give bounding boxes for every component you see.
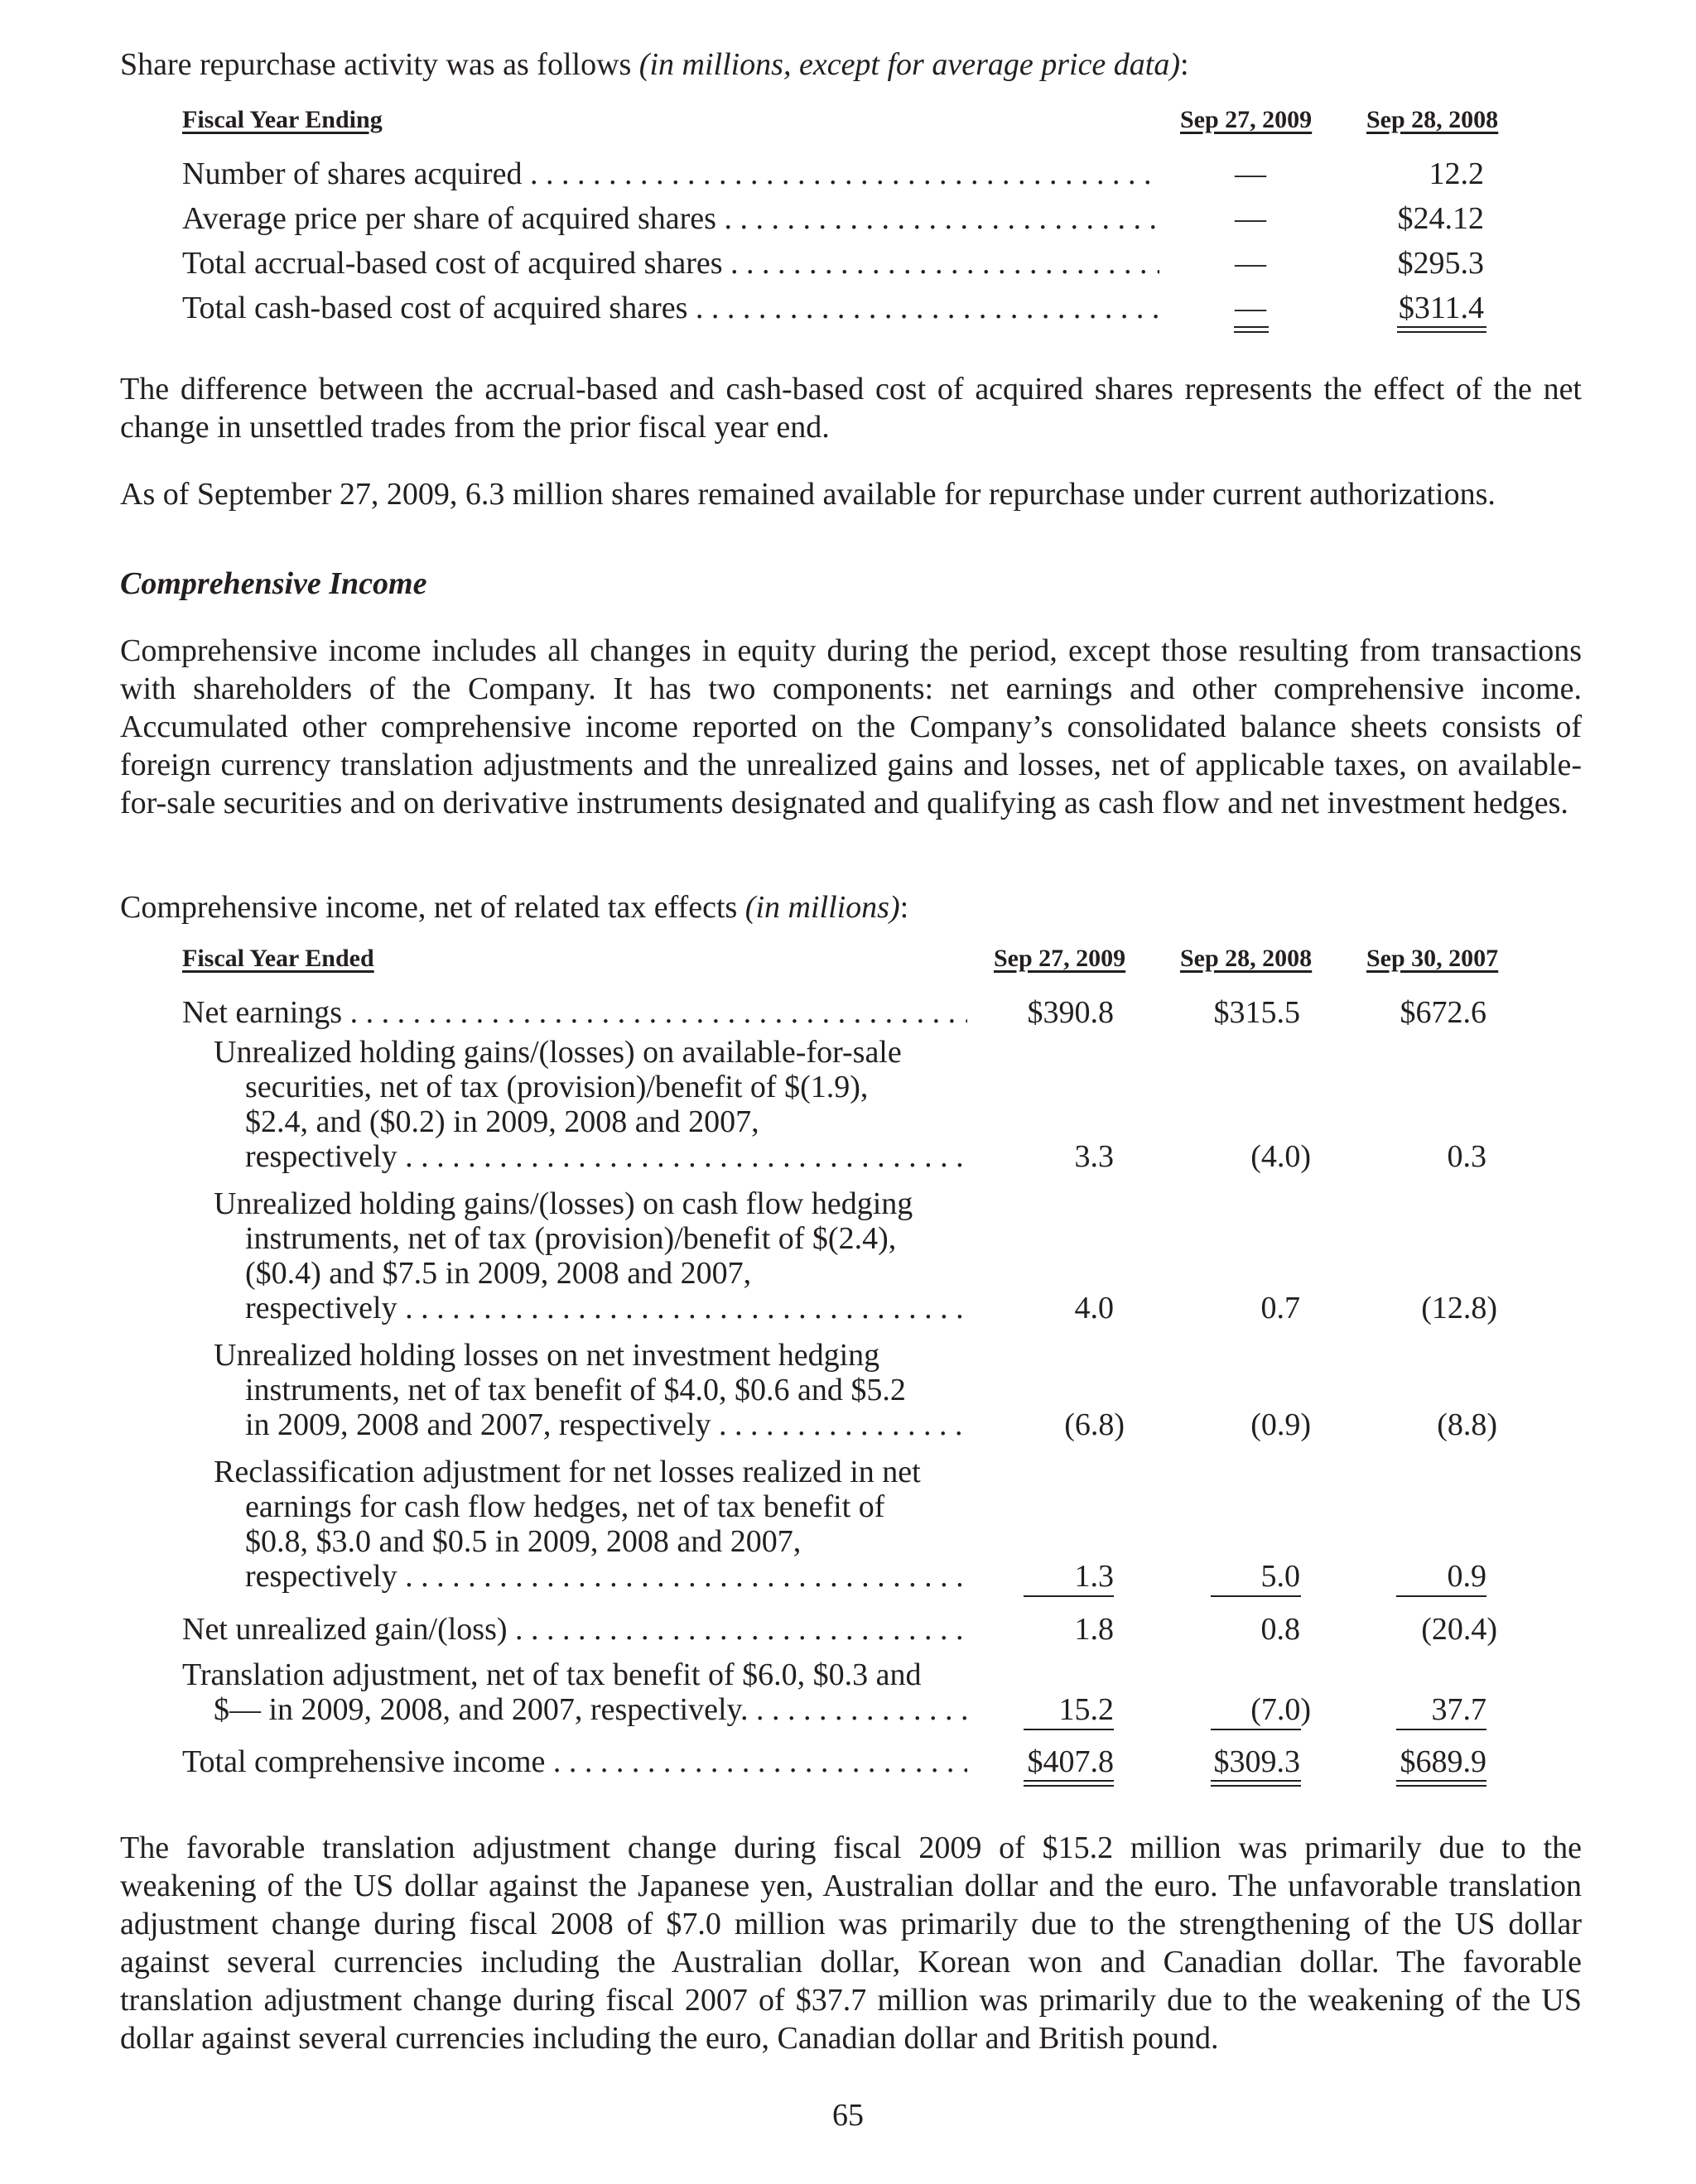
section-title: Comprehensive Income (120, 566, 427, 601)
comprehensive-intro (120, 888, 908, 926)
comprehensive-value-2008: 0.7 (1260, 1291, 1300, 1325)
comprehensive-paragraph: Comprehensive income includes all changes in equity during the period, except those resulting from transactions with shareholders of the Company. It has two components: net earnings and other comprehensive income. Accumulated other comprehensive income reported on the Company’s consolidated balance sheets consists of foreign currency translation adjustments and the unrealized gains and losses, net of applicable taxes, on available-for-sale securities and on derivative instruments designated and qualifying as cash flow and net investment hedges. (120, 633, 1582, 820)
comprehensive-row-label: Unrealized holding losses on net investment hedging (214, 1338, 880, 1373)
comprehensive-row-label: instruments, net of tax benefit of $4.0, $0.6 and $5.2 (245, 1373, 906, 1407)
comprehensive-value-2008: 5.0 (1260, 1559, 1300, 1594)
comprehensive-value-2009: 1.3 (1074, 1559, 1114, 1594)
repurchase-paragraph-1: The difference between the accrual-based and cash-based cost of acquired shares represents the effect of the net change in unsettled trades from the prior fiscal year end. (120, 372, 1582, 445)
subtotal-rule (1211, 1595, 1301, 1597)
comprehensive-row-label: $2.4, and ($0.2) in 2009, 2008 and 2007, (245, 1104, 759, 1139)
repurchase-row-2008: $311.4 (1398, 291, 1484, 325)
comprehensive-value-2007: 37.7 (1431, 1692, 1486, 1727)
comprehensive-row-label: in 2009, 2008 and 2007, respectively . . . (245, 1407, 967, 1442)
comprehensive-value-2008: 0.8 (1260, 1612, 1300, 1647)
repurchase-intro-italic: (in millions, except for average price data) (638, 47, 1181, 82)
subtotal-rule (1396, 1595, 1486, 1597)
comprehensive-header-2007: Sep 30, 2007 (1366, 945, 1499, 972)
comprehensive-value-2009: $407.8 (1027, 1744, 1114, 1779)
comprehensive-value-2008: (0.9) (1250, 1407, 1311, 1442)
comprehensive-value-2009: $390.8 (1027, 995, 1114, 1030)
repurchase-intro-end: : (1180, 47, 1189, 82)
repurchase-row-2008: 12.2 (1429, 156, 1484, 191)
repurchase-intro (120, 46, 1189, 84)
subtotal-rule (1024, 1729, 1114, 1730)
comprehensive-value-2008: $315.5 (1213, 995, 1300, 1030)
comprehensive-row-label: $— in 2009, 2008, and 2007, respectively. . . . (214, 1692, 967, 1727)
subtotal-rule (1211, 1729, 1301, 1730)
double-underline (1397, 326, 1486, 333)
comprehensive-row-label: ($0.4) and $7.5 in 2009, 2008 and 2007, (245, 1256, 752, 1291)
repurchase-header-label: Fiscal Year Ending (182, 106, 383, 133)
repurchase-header-2008: Sep 28, 2008 (1366, 106, 1499, 133)
subtotal-rule (1024, 1595, 1114, 1597)
comprehensive-intro-end: : (899, 890, 909, 925)
repurchase-row-label: Total cash-based cost of acquired shares . . . (182, 291, 1159, 325)
comprehensive-row-label: Unrealized holding gains/(losses) on cash flow hedging (214, 1186, 913, 1221)
double-underline (1024, 1780, 1114, 1787)
closing-paragraph: The favorable translation adjustment change during fiscal 2009 of $15.2 million was primarily due to the weakening of the US dollar against the Japanese yen, Australian dollar and the euro. The unfavorable translation adjustment change during fiscal 2008 of $7.0 million was primarily due to the strengthening of the US dollar against several currencies including the Australian dollar, Korean won and Canadian dollar. The favorable translation adjustment change during fiscal 2007 of $37.7 million was primarily due to the weakening of the US dollar against several currencies including the euro, Canadian dollar and British pound. (120, 1830, 1582, 2056)
comprehensive-value-2008: (4.0) (1250, 1139, 1311, 1174)
double-underline (1211, 1780, 1301, 1787)
comprehensive-row-label: Reclassification adjustment for net losses realized in net (214, 1455, 921, 1489)
comprehensive-row-label: respectively . . . (245, 1559, 967, 1594)
repurchase-row-label: Average price per share of acquired shares . . . (182, 201, 1159, 236)
comprehensive-row-label: Total comprehensive income . . . (182, 1744, 967, 1779)
page-number: 65 (832, 2098, 864, 2133)
comprehensive-value-2008: (7.0) (1250, 1692, 1311, 1727)
comprehensive-value-2009: 15.2 (1058, 1692, 1114, 1727)
repurchase-row-2009: — (1235, 201, 1266, 236)
comprehensive-header-2009: Sep 27, 2009 (994, 945, 1126, 972)
double-underline (1234, 326, 1269, 333)
comprehensive-value-2007: 0.3 (1447, 1139, 1486, 1174)
comprehensive-value-2008: $309.3 (1213, 1744, 1300, 1779)
comprehensive-row-label: earnings for cash flow hedges, net of tax benefit of (245, 1489, 885, 1524)
comprehensive-value-2009: 4.0 (1074, 1291, 1114, 1325)
repurchase-row-2008: $24.12 (1397, 201, 1484, 236)
comprehensive-header-2008: Sep 28, 2008 (1180, 945, 1313, 972)
comprehensive-value-2009: 1.8 (1074, 1612, 1114, 1647)
repurchase-paragraph-2: As of September 27, 2009, 6.3 million shares remained available for repurchase under current authorizations. (120, 477, 1496, 512)
comprehensive-row-label: respectively . . . (245, 1291, 967, 1325)
comprehensive-row-label: Unrealized holding gains/(losses) on available-for-sale (214, 1035, 902, 1070)
comprehensive-header-label: Fiscal Year Ended (182, 945, 374, 972)
comprehensive-row-label: Net earnings . . . (182, 995, 967, 1030)
comprehensive-row-label: Net unrealized gain/(loss) . . . (182, 1612, 967, 1647)
subtotal-rule (1396, 1729, 1486, 1730)
repurchase-row-2008: $295.3 (1397, 246, 1484, 281)
repurchase-header-2009: Sep 27, 2009 (1180, 106, 1313, 133)
comprehensive-intro-text: Comprehensive income, net of related tax effects (120, 890, 745, 925)
comprehensive-row-label: securities, net of tax (provision)/benefit of $(1.9), (245, 1070, 869, 1104)
comprehensive-value-2007: $672.6 (1400, 995, 1486, 1030)
repurchase-row-2009: — (1235, 156, 1266, 191)
double-underline (1396, 1780, 1486, 1787)
comprehensive-value-2009: (6.8) (1064, 1407, 1125, 1442)
repurchase-row-label: Total accrual-based cost of acquired shares . . . (182, 246, 1159, 281)
comprehensive-intro-italic: (in millions) (744, 890, 900, 925)
repurchase-row-2009: — (1235, 246, 1266, 281)
repurchase-row-label: Number of shares acquired . . . (182, 156, 1159, 191)
comprehensive-value-2007: 0.9 (1447, 1559, 1486, 1594)
comprehensive-row-label: respectively . . . (245, 1139, 967, 1174)
comprehensive-value-2007: (12.8) (1421, 1291, 1497, 1325)
comprehensive-value-2007: $689.9 (1400, 1744, 1486, 1779)
comprehensive-row-label: Translation adjustment, net of tax benefit of $6.0, $0.3 and (182, 1657, 922, 1692)
comprehensive-value-2007: (20.4) (1421, 1612, 1497, 1647)
comprehensive-value-2007: (8.8) (1437, 1407, 1497, 1442)
comprehensive-value-2009: 3.3 (1074, 1139, 1114, 1174)
repurchase-intro-text: Share repurchase activity was as follows (120, 47, 639, 82)
comprehensive-row-label: $0.8, $3.0 and $0.5 in 2009, 2008 and 2007, (245, 1524, 802, 1559)
comprehensive-row-label: instruments, net of tax (provision)/benefit of $(2.4), (245, 1221, 897, 1256)
repurchase-row-2009: — (1235, 291, 1266, 325)
